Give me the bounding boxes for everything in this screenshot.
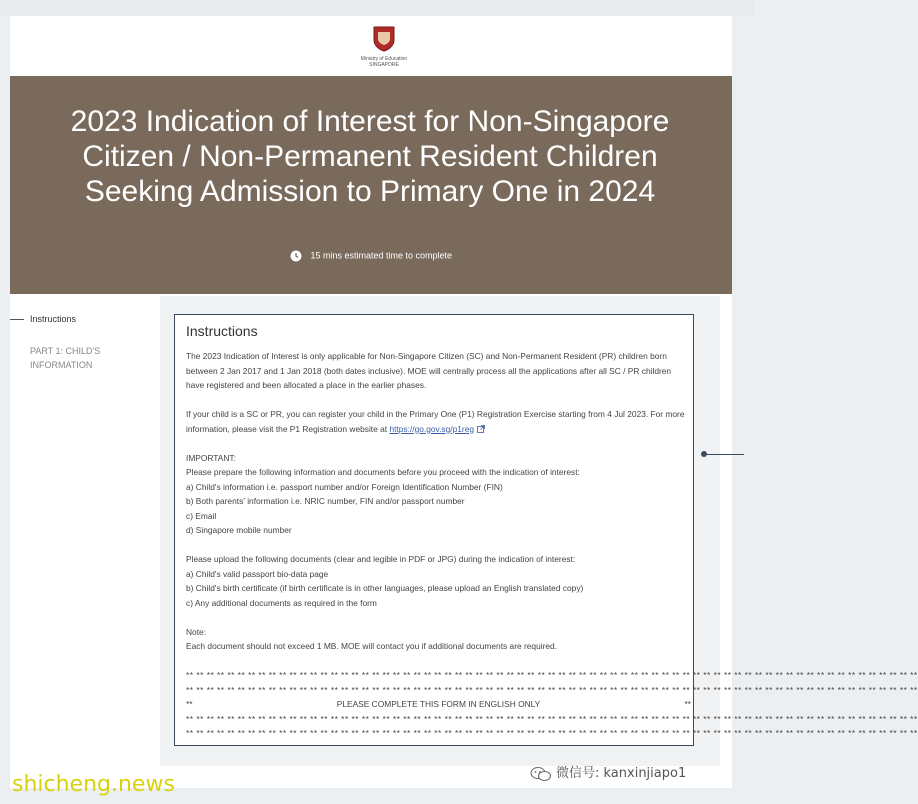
stars-divider: ** ** ** ** ** ** ** ** ** ** ** ** ** ** ** ** ** ** ** ** ** ** ** ** ** ** ** ** ** ** ** ** ** ** ** ** ** ** ** ** ** ** ** ** ** ** ** ** ** ** ** ** ** ** ** ** ** ** ** ** ** ** ** ** ** ** ** ** ** ** ** <box>186 670 918 680</box>
instructions-title: Instructions <box>186 323 258 339</box>
instructions-body <box>186 349 918 741</box>
time-estimate-row <box>10 250 732 262</box>
complete-notice: PLEASE COMPLETE THIS FORM IN ENGLISH ONLY <box>336 699 541 709</box>
moe-crest-icon <box>373 26 395 52</box>
stars-divider: ** ** ** ** ** ** ** ** ** ** ** ** ** ** ** ** ** ** ** ** ** ** ** ** ** ** ** ** ** ** ** ** ** ** ** ** ** ** ** ** ** ** ** ** ** ** ** ** ** ** ** ** ** ** ** ** ** ** ** ** ** ** ** ** ** ** ** ** ** ** ** <box>186 728 918 738</box>
ministry-label: Ministry of Education SINGAPORE <box>360 56 408 68</box>
prepare-item: a) Child's information i.e. passport number and/or Foreign Identification Number (FIN) <box>186 481 503 492</box>
top-strip <box>0 0 753 16</box>
upload-item: a) Child's valid passport bio-data page <box>186 568 329 579</box>
wechat-id: 微信号: kanxinjiapo1 <box>556 766 687 781</box>
nav-item-part1[interactable]: PART 1: CHILD'S INFORMATION <box>30 346 101 370</box>
instructions-box <box>174 314 918 746</box>
sc-pr-paragraph <box>186 407 691 436</box>
nav-item-label: Instructions <box>30 314 77 324</box>
p1-registration-link[interactable]: https://go.gov.sg/p1reg <box>389 423 475 434</box>
watermark-left: shicheng.news <box>12 772 175 797</box>
active-indicator <box>10 319 24 320</box>
logo-bar <box>10 16 732 76</box>
watermark-right <box>530 762 686 782</box>
important-heading: IMPORTANT: <box>186 452 236 463</box>
form-title: 2023 Indication of Interest for Non-Singapore Citizen / Non-Permanent Resident Children Seeking Admission to Primary One in 2024 <box>70 105 670 208</box>
stars-edge: ** <box>684 699 691 709</box>
wechat-icon <box>530 766 552 782</box>
upload-item: c) Any additional documents as required in the form <box>186 597 377 608</box>
upload-item: b) Child's birth certificate (if birth certificate is in other languages, please upload an English translated copy) <box>186 583 584 593</box>
note-heading: Note: <box>186 626 207 637</box>
form-banner <box>10 76 732 294</box>
stars-edge: ** <box>186 699 193 709</box>
upload-intro: Please upload the following documents (clear and legible in PDF or JPG) during the indication of interest: <box>186 554 576 564</box>
time-estimate: 15 mins estimated time to complete <box>310 250 453 261</box>
annotation-line <box>704 454 744 455</box>
annotation-dot <box>701 451 707 457</box>
prepare-item: d) Singapore mobile number <box>186 525 292 535</box>
nav-item-instructions[interactable] <box>10 314 76 324</box>
prepare-intro: Please prepare the following information and documents before you proceed with the indication of interest: <box>186 467 580 477</box>
stars-divider: ** ** ** ** ** ** ** ** ** ** ** ** ** ** ** ** ** ** ** ** ** ** ** ** ** ** ** ** ** ** ** ** ** ** ** ** ** ** ** ** ** ** ** ** ** ** ** ** ** ** ** ** ** ** ** ** ** ** ** ** ** ** ** ** ** ** ** ** ** ** ** <box>186 684 918 695</box>
stars-divider: ** ** ** ** ** ** ** ** ** ** ** ** ** ** ** ** ** ** ** ** ** ** ** ** ** ** ** ** ** ** ** ** ** ** ** ** ** ** ** ** ** ** ** ** ** ** ** ** ** ** ** ** ** ** ** ** ** ** ** ** ** ** ** ** ** ** ** ** ** ** ** <box>186 713 918 724</box>
prepare-item: b) Both parents' information i.e. NRIC number, FIN and/or passport number <box>186 496 465 506</box>
complete-notice-row <box>186 697 691 712</box>
intro-paragraph: The 2023 Indication of Interest is only applicable for Non-Singapore Citizen (SC) and Non-Permanent Resident (PR) children born between 2 Jan 2017 and 1 Jan 2018 (both dates inclusive). MOE will centrally process all the applications after all SC / PR children have registered and been allocated a place in the earlier phases. <box>186 351 672 390</box>
clock-icon <box>290 250 302 262</box>
note-text: Each document should not exceed 1 MB. MOE will contact you if additional documents are required. <box>186 641 558 651</box>
content-panel <box>160 296 918 766</box>
section-nav <box>10 294 160 788</box>
sc-pr-text: If your child is a SC or PR, you can register your child in the Primary One (P1) Registration Exercise starting from 4 Jul 2023. For more information, please visit the P1 Registration website at <box>186 409 685 434</box>
external-link-icon <box>477 425 485 433</box>
prepare-item: c) Email <box>186 510 217 521</box>
